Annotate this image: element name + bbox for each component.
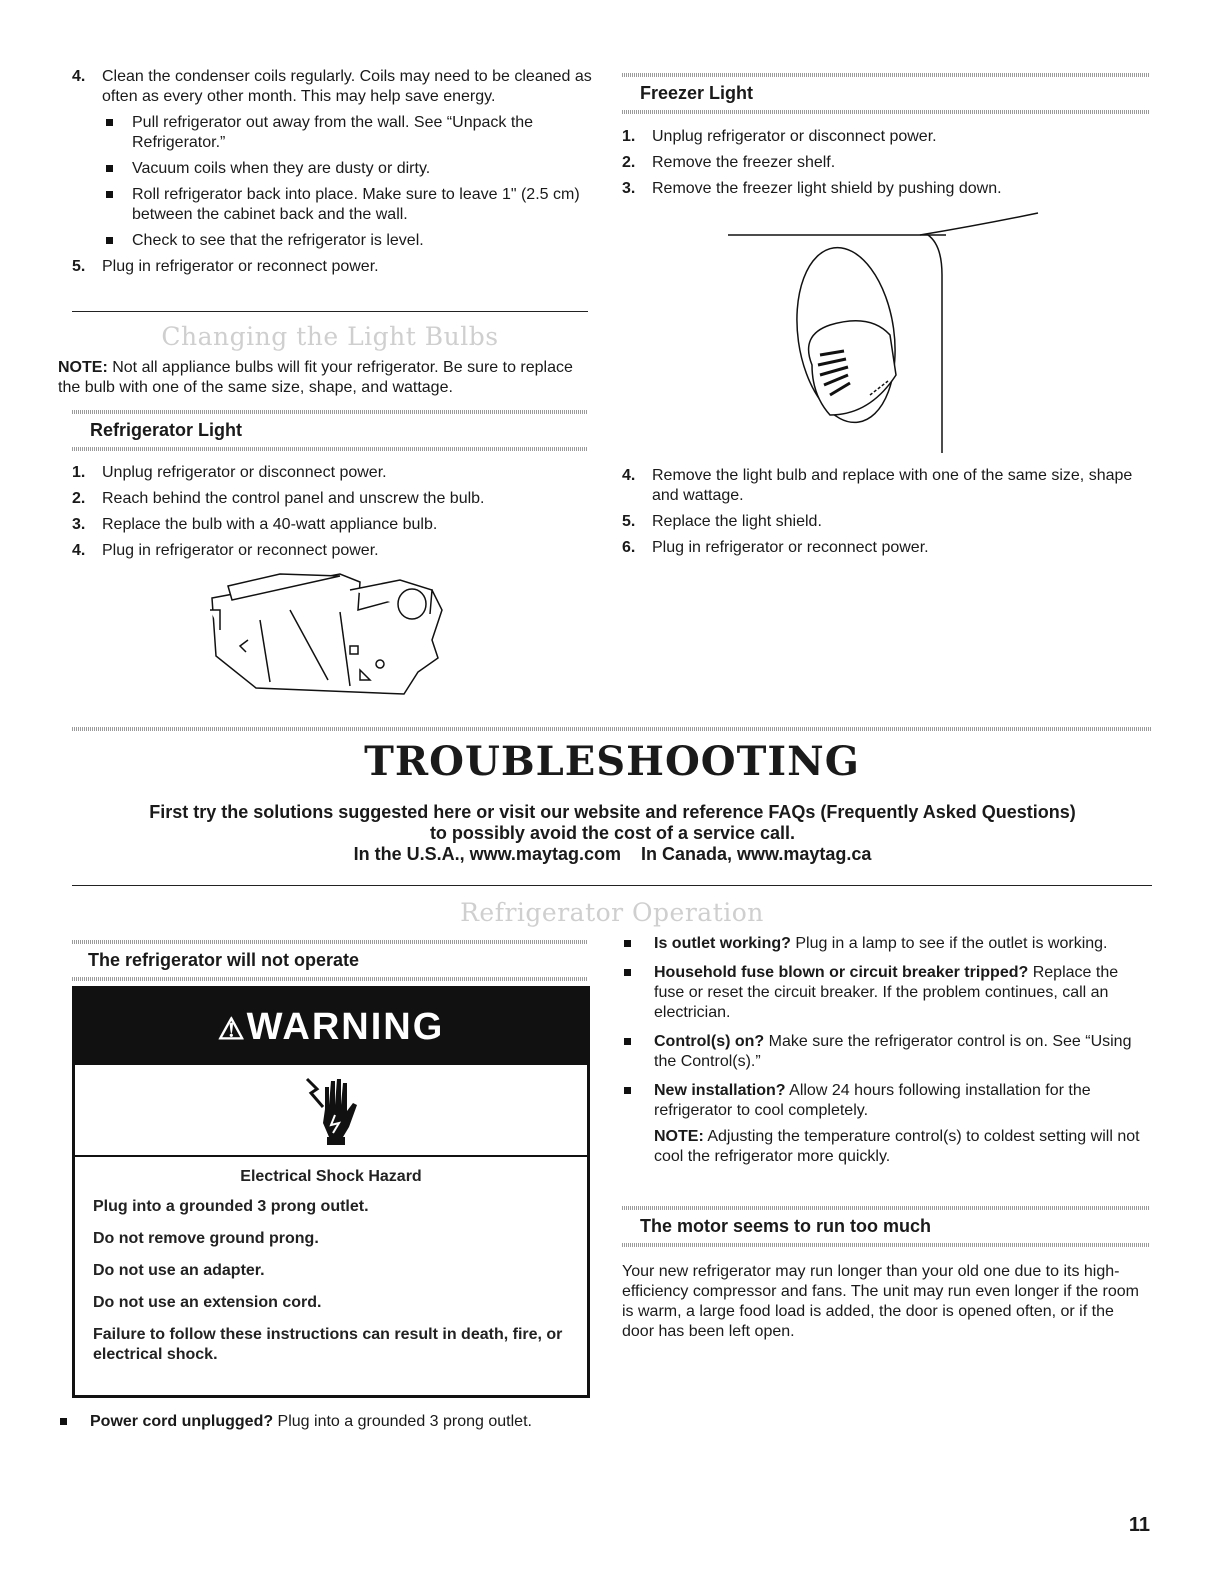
question: Household fuse blown or circuit breaker tripped?	[654, 964, 1029, 981]
note-text: Not all appliance bulbs will fit your refrigerator. Be sure to replace the bulb with one of the same size, shape, and wattage.	[58, 359, 573, 396]
section-title-light-bulbs: Changing the Light Bulbs	[161, 322, 499, 351]
subsection-heading: The motor seems to run too much	[640, 1216, 932, 1236]
divider	[72, 977, 588, 981]
question: Control(s) on?	[654, 1033, 765, 1050]
refrigerator-light-heading-block	[72, 410, 588, 451]
warning-box	[72, 986, 590, 1398]
question: Power cord unplugged?	[90, 1413, 274, 1430]
section-title-operation: Refrigerator Operation	[460, 898, 764, 927]
step-text: Plug in refrigerator or reconnect power.	[102, 258, 379, 275]
freezer-light-steps-a	[622, 127, 1152, 205]
page-title: TROUBLESHOOTING	[364, 738, 860, 785]
subsection-heading: The refrigerator will not operate	[88, 950, 360, 970]
step-text: Unplug refrigerator or disconnect power.	[652, 128, 937, 145]
freezer-light-steps-b	[622, 466, 1152, 564]
subsection-heading: Freezer Light	[640, 83, 754, 103]
warning-lines	[75, 1187, 587, 1365]
divider	[622, 110, 1150, 114]
answer: Allow 24 hours following installation for the refrigerator to cool completely.	[654, 1082, 1091, 1119]
freezer-light-heading-block	[622, 73, 1150, 114]
intro-line: In the U.S.A., www.maytag.com In Canada, www.maytag.ca	[353, 844, 872, 864]
answer: Plug into a grounded 3 prong outlet.	[273, 1413, 532, 1430]
list-item	[622, 934, 1144, 954]
page-number: 11	[1128, 1514, 1150, 1536]
warning-line: Failure to follow these instructions can result in death, fire, or electrical shock.	[93, 1326, 563, 1363]
note-label: NOTE:	[58, 359, 108, 376]
refrigerator-light-illustration	[200, 570, 460, 700]
warning-line: Do not remove ground prong.	[93, 1230, 319, 1247]
step-text: Clean the condenser coils regularly. Coils may need to be cleaned as often as every other month. This may help save energy.	[102, 68, 592, 105]
list-item	[622, 127, 1152, 147]
answer: Plug in a lamp to see if the outlet is working.	[790, 935, 1108, 952]
question: New installation?	[654, 1082, 786, 1099]
power-cord-item	[58, 1412, 558, 1441]
step-number: 3.	[622, 180, 636, 197]
divider	[622, 1243, 1150, 1247]
step-number: 4.	[622, 467, 636, 484]
step-number: 1.	[72, 464, 86, 481]
step-text: Reach behind the control panel and unscrew the bulb.	[102, 490, 485, 507]
electric-shock-hand-icon	[303, 1075, 363, 1150]
troubleshooting-intro	[40, 802, 1185, 865]
step-number: 4.	[72, 68, 86, 85]
warning-title: WARNING	[246, 1006, 445, 1048]
intro-line: to possibly avoid the cost of a service call.	[429, 823, 796, 843]
list-item	[622, 153, 1152, 173]
list-item: Check to see that the refrigerator is level.	[72, 231, 592, 251]
not-operate-heading-block	[72, 940, 588, 981]
list-item: Pull refrigerator out away from the wall. See “Unpack the Refrigerator.”	[72, 113, 592, 153]
list-item	[622, 179, 1152, 199]
list-item	[622, 538, 1152, 558]
note-text: Adjusting the temperature control(s) to coldest setting will not cool the refrigerator more quickly.	[654, 1128, 1140, 1165]
divider	[72, 727, 1152, 731]
list-item: Roll refrigerator back into place. Make sure to leave 1" (2.5 cm) between the cabinet back and the wall.	[72, 185, 592, 225]
step-number: 3.	[72, 516, 86, 533]
operation-note	[622, 1127, 1144, 1167]
step-number: 1.	[622, 128, 636, 145]
intro-line: First try the solutions suggested here or visit our website and reference FAQs (Frequently Asked Questions)	[149, 802, 1076, 822]
freezer-light-illustration	[720, 205, 1050, 455]
light-bulbs-note	[58, 358, 593, 398]
list-item	[72, 541, 592, 561]
list-item	[58, 1412, 558, 1432]
answer: Replace the fuse or reset the circuit breaker. If the problem continues, call an electrician.	[654, 964, 1119, 1021]
divider	[72, 885, 1152, 886]
step-text: Replace the light shield.	[652, 513, 822, 530]
maintenance-section	[72, 67, 592, 283]
step-text: Unplug refrigerator or disconnect power.	[102, 464, 387, 481]
step-number: 6.	[622, 539, 636, 556]
step-number: 5.	[622, 513, 636, 530]
step-text: Plug in refrigerator or reconnect power.	[652, 539, 929, 556]
list-item	[72, 489, 592, 509]
list-item	[622, 1081, 1144, 1121]
step-text: Remove the light bulb and replace with one of the same size, shape and wattage.	[652, 467, 1133, 504]
warning-header	[75, 989, 587, 1065]
step-number: 2.	[72, 490, 86, 507]
step-text: Plug in refrigerator or reconnect power.	[102, 542, 379, 559]
hazard-title: Electrical Shock Hazard	[240, 1168, 422, 1185]
motor-heading-block	[622, 1206, 1150, 1247]
step-text: Remove the freezer shelf.	[652, 154, 836, 171]
warning-line: Do not use an adapter.	[93, 1262, 265, 1279]
list-item	[622, 963, 1144, 1023]
subsection-heading: Refrigerator Light	[90, 420, 243, 440]
list-item	[72, 515, 592, 535]
warning-line: Plug into a grounded 3 prong outlet.	[93, 1198, 369, 1215]
maintenance-step-4	[72, 67, 592, 107]
step-text: Replace the bulb with a 40-watt appliance bulb.	[102, 516, 438, 533]
answer: Make sure the refrigerator control is on. See “Using the Control(s).”	[654, 1033, 1132, 1070]
note-label: NOTE:	[654, 1128, 704, 1145]
operation-checks	[622, 934, 1144, 1167]
divider	[72, 447, 588, 451]
list-item	[72, 463, 592, 483]
step-number: 5.	[72, 258, 86, 275]
maintenance-step-5	[72, 257, 592, 277]
list-item	[622, 512, 1152, 532]
step-text: Remove the freezer light shield by pushing down.	[652, 180, 1002, 197]
step-number: 2.	[622, 154, 636, 171]
step-number: 4.	[72, 542, 86, 559]
question: Is outlet working?	[654, 935, 791, 952]
list-item	[622, 466, 1152, 506]
warning-triangle-icon: ⚠	[217, 1013, 247, 1046]
motor-text: Your new refrigerator may run longer than your old one due to its high-efficiency compressor and fans. The unit may run even longer if the room is warm, a large food load is added, the door is opened often, or if the door has been left open.	[622, 1263, 1140, 1340]
list-item: Vacuum coils when they are dusty or dirty.	[72, 159, 592, 179]
divider	[72, 311, 588, 312]
warning-line: Do not use an extension cord.	[93, 1294, 322, 1311]
warning-symbol-area	[75, 1065, 587, 1157]
list-item	[622, 1032, 1144, 1072]
refrigerator-light-steps	[72, 463, 592, 567]
